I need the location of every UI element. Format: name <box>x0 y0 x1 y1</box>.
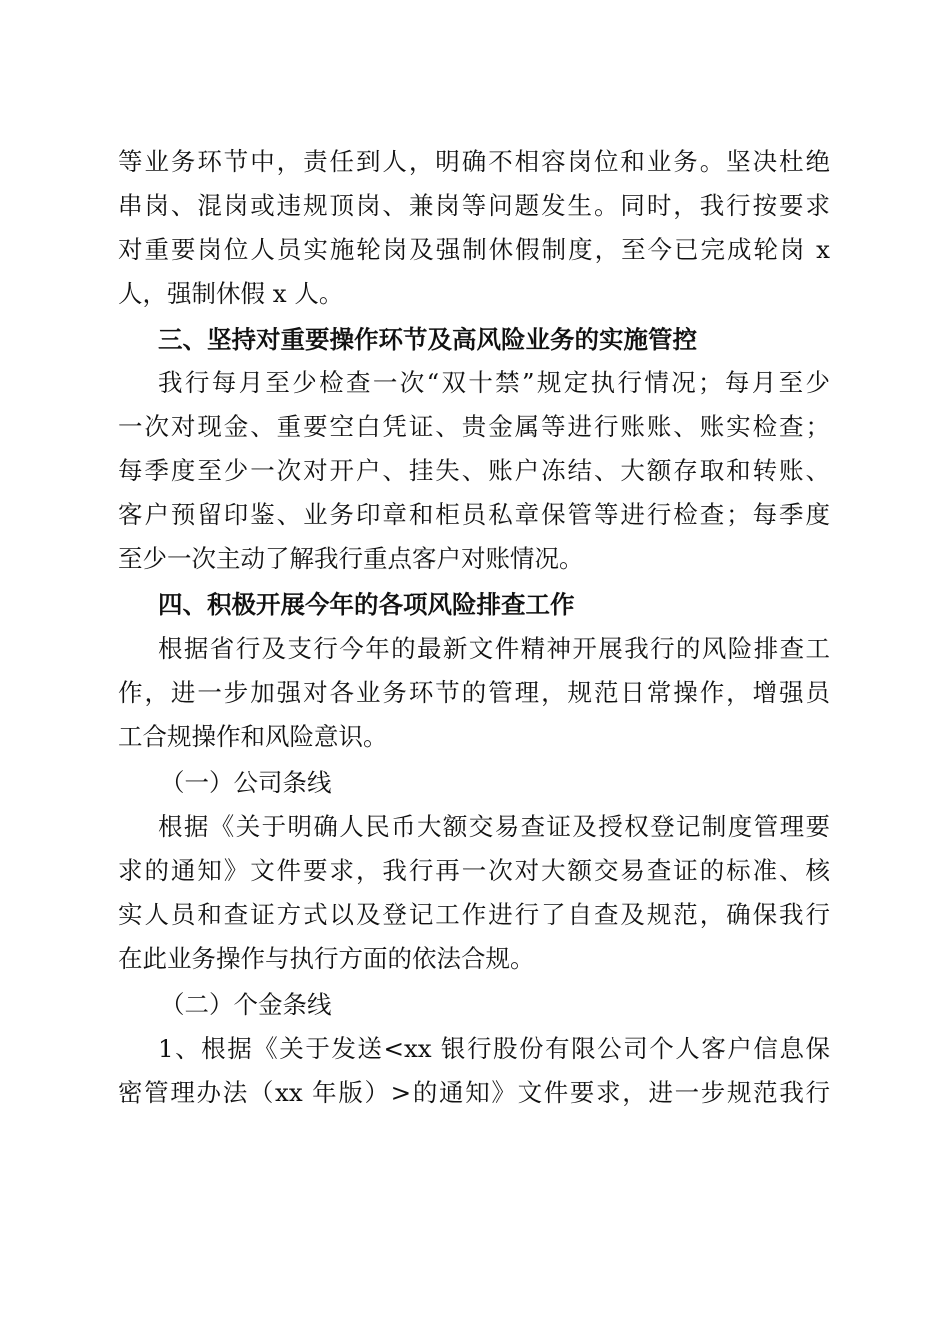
body-text-line: 在此业务操作与执行方面的依法合规。 <box>118 944 535 973</box>
body-text-line: 求的通知》文件要求，我行再一次对大额交易查证的标准、核 <box>118 856 830 885</box>
body-text-line: 根据省行及支行今年的最新文件精神开展我行的风险排查工 <box>158 634 830 663</box>
body-text-line: 密管理办法（xx 年版）>的通知》文件要求，进一步规范我行 <box>118 1078 830 1107</box>
body-text-line: 我行每月至少检查一次“双十禁”规定执行情况；每月至少 <box>158 368 830 397</box>
body-text-line: 每季度至少一次对开户、挂失、账户冻结、大额存取和转账、 <box>118 456 830 485</box>
subsection-heading-1: （一）公司条线 <box>160 768 332 797</box>
body-text-line: 作，进一步加强对各业务环节的管理，规范日常操作，增强员 <box>118 678 830 707</box>
body-text-line: 工合规操作和风险意识。 <box>118 722 388 751</box>
body-text-line: 对重要岗位人员实施轮岗及强制休假制度，至今已完成轮岗 x <box>118 235 830 264</box>
section-heading-3: 三、坚持对重要操作环节及高风险业务的实施管控 <box>158 325 697 354</box>
body-text-line: 至少一次主动了解我行重点客户对账情况。 <box>118 544 584 573</box>
body-text-line: 串岗、混岗或违规顶岗、兼岗等问题发生。同时，我行按要求 <box>118 191 830 220</box>
body-text-line: 人，强制休假 x 人。 <box>118 279 344 308</box>
body-text-line: 1、根据《关于发送<xx 银行股份有限公司个人客户信息保 <box>158 1034 830 1063</box>
section-heading-4: 四、积极开展今年的各项风险排查工作 <box>158 590 575 619</box>
subsection-heading-2: （二）个金条线 <box>160 990 332 1019</box>
body-text-line: 根据《关于明确人民币大额交易查证及授权登记制度管理要 <box>158 812 830 841</box>
body-text-line: 等业务环节中，责任到人，明确不相容岗位和业务。坚决杜绝 <box>118 147 830 176</box>
body-text-line: 一次对现金、重要空白凭证、贵金属等进行账账、账实检查； <box>118 412 830 441</box>
body-text-line: 客户预留印鉴、业务印章和柜员私章保管等进行检查；每季度 <box>118 500 830 529</box>
body-text-line: 实人员和查证方式以及登记工作进行了自查及规范，确保我行 <box>118 900 830 929</box>
